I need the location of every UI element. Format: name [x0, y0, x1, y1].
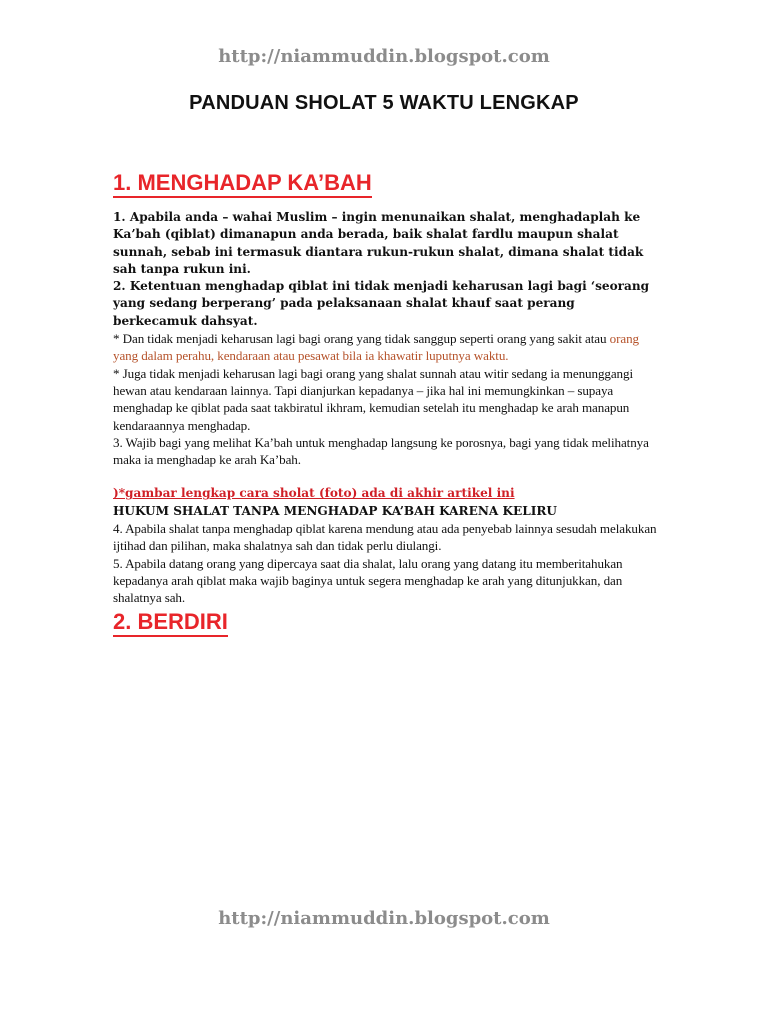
paragraph-4: 4. Apabila shalat tanpa menghadap qiblat karena mendung atau ada penyebab lainnya sesudah melakukan ijtihad dan pilihan, maka shalatnya sah dan tidak perlu diulangi.: [113, 521, 657, 554]
note-1: [113, 330, 658, 365]
paragraph-2: 2. Ketentuan menghadap qiblat ini tidak menjadi keharusan lagi bagi ‘seorang yang sedang berperang’ pada pelaksanaan shalat khauf saat perang berkecamuk dahsyat.: [113, 279, 650, 328]
document-title: PANDUAN SHOLAT 5 WAKTU LENGKAP: [189, 92, 579, 114]
note-1-highlight: orang yang dalam perahu, kendaraan atau pesawat bila ia khawatir luputnya waktu.: [113, 331, 639, 364]
footer-url[interactable]: http://niammuddin.blogspot.com: [218, 908, 550, 929]
section1-body: [113, 209, 658, 607]
header-url[interactable]: http://niammuddin.blogspot.com: [218, 46, 550, 67]
paragraph-1: 1. Apabila anda – wahai Muslim – ingin menunaikan shalat, menghadaplah ke Ka’bah (qiblat) dimanapun anda berada, baik shalat fardlu maupun shalat sunnah, sebab ini termasuk diantara rukun-rukun shalat, dimana shalat tidak sah tanpa rukun ini.: [113, 210, 644, 276]
paragraph-3: 3. Wajib bagi yang melihat Ka’bah untuk menghadap langsung ke porosnya, bagi yang tidak melihatnya maka ia menghadap ke arah Ka’bah.: [113, 434, 649, 468]
section-heading-menghadap-kabah: 1. MENGHADAP KA’BAH: [113, 170, 372, 198]
photo-note-link[interactable]: )*gambar lengkap cara sholat (foto) ada di akhir artikel ini: [113, 486, 515, 501]
spacer: [113, 468, 658, 485]
note-1-text: * Dan tidak menjadi keharusan lagi bagi orang yang tidak sanggup seperti orang yang sakit atau: [113, 331, 610, 347]
paragraph-5: 5. Apabila datang orang yang dipercaya saat dia shalat, lalu orang yang datang itu memberitahukan kepadanya arah qiblat maka wajib baginya untuk segera menghadap ke arah yang ditunjukkan, dan shalatnya sah.: [113, 555, 623, 606]
note-2: * Juga tidak menjadi keharusan lagi bagi orang yang shalat sunnah atau witir sedang ia menunggangi hewan atau kendaraan lainnya. Tapi dianjurkan kepadanya – jika hal ini memungkinkan – supaya menghadap ke qiblat pada saat takbiratul ikhram, kemudian setelah itu menghadap ke arah manapun kendaraannya menghadap.: [113, 365, 633, 433]
section-heading-berdiri: 2. BERDIRI: [113, 609, 228, 637]
subheading-hukum: HUKUM SHALAT TANPA MENGHADAP KA’BAH KARENA KELIRU: [113, 503, 557, 518]
